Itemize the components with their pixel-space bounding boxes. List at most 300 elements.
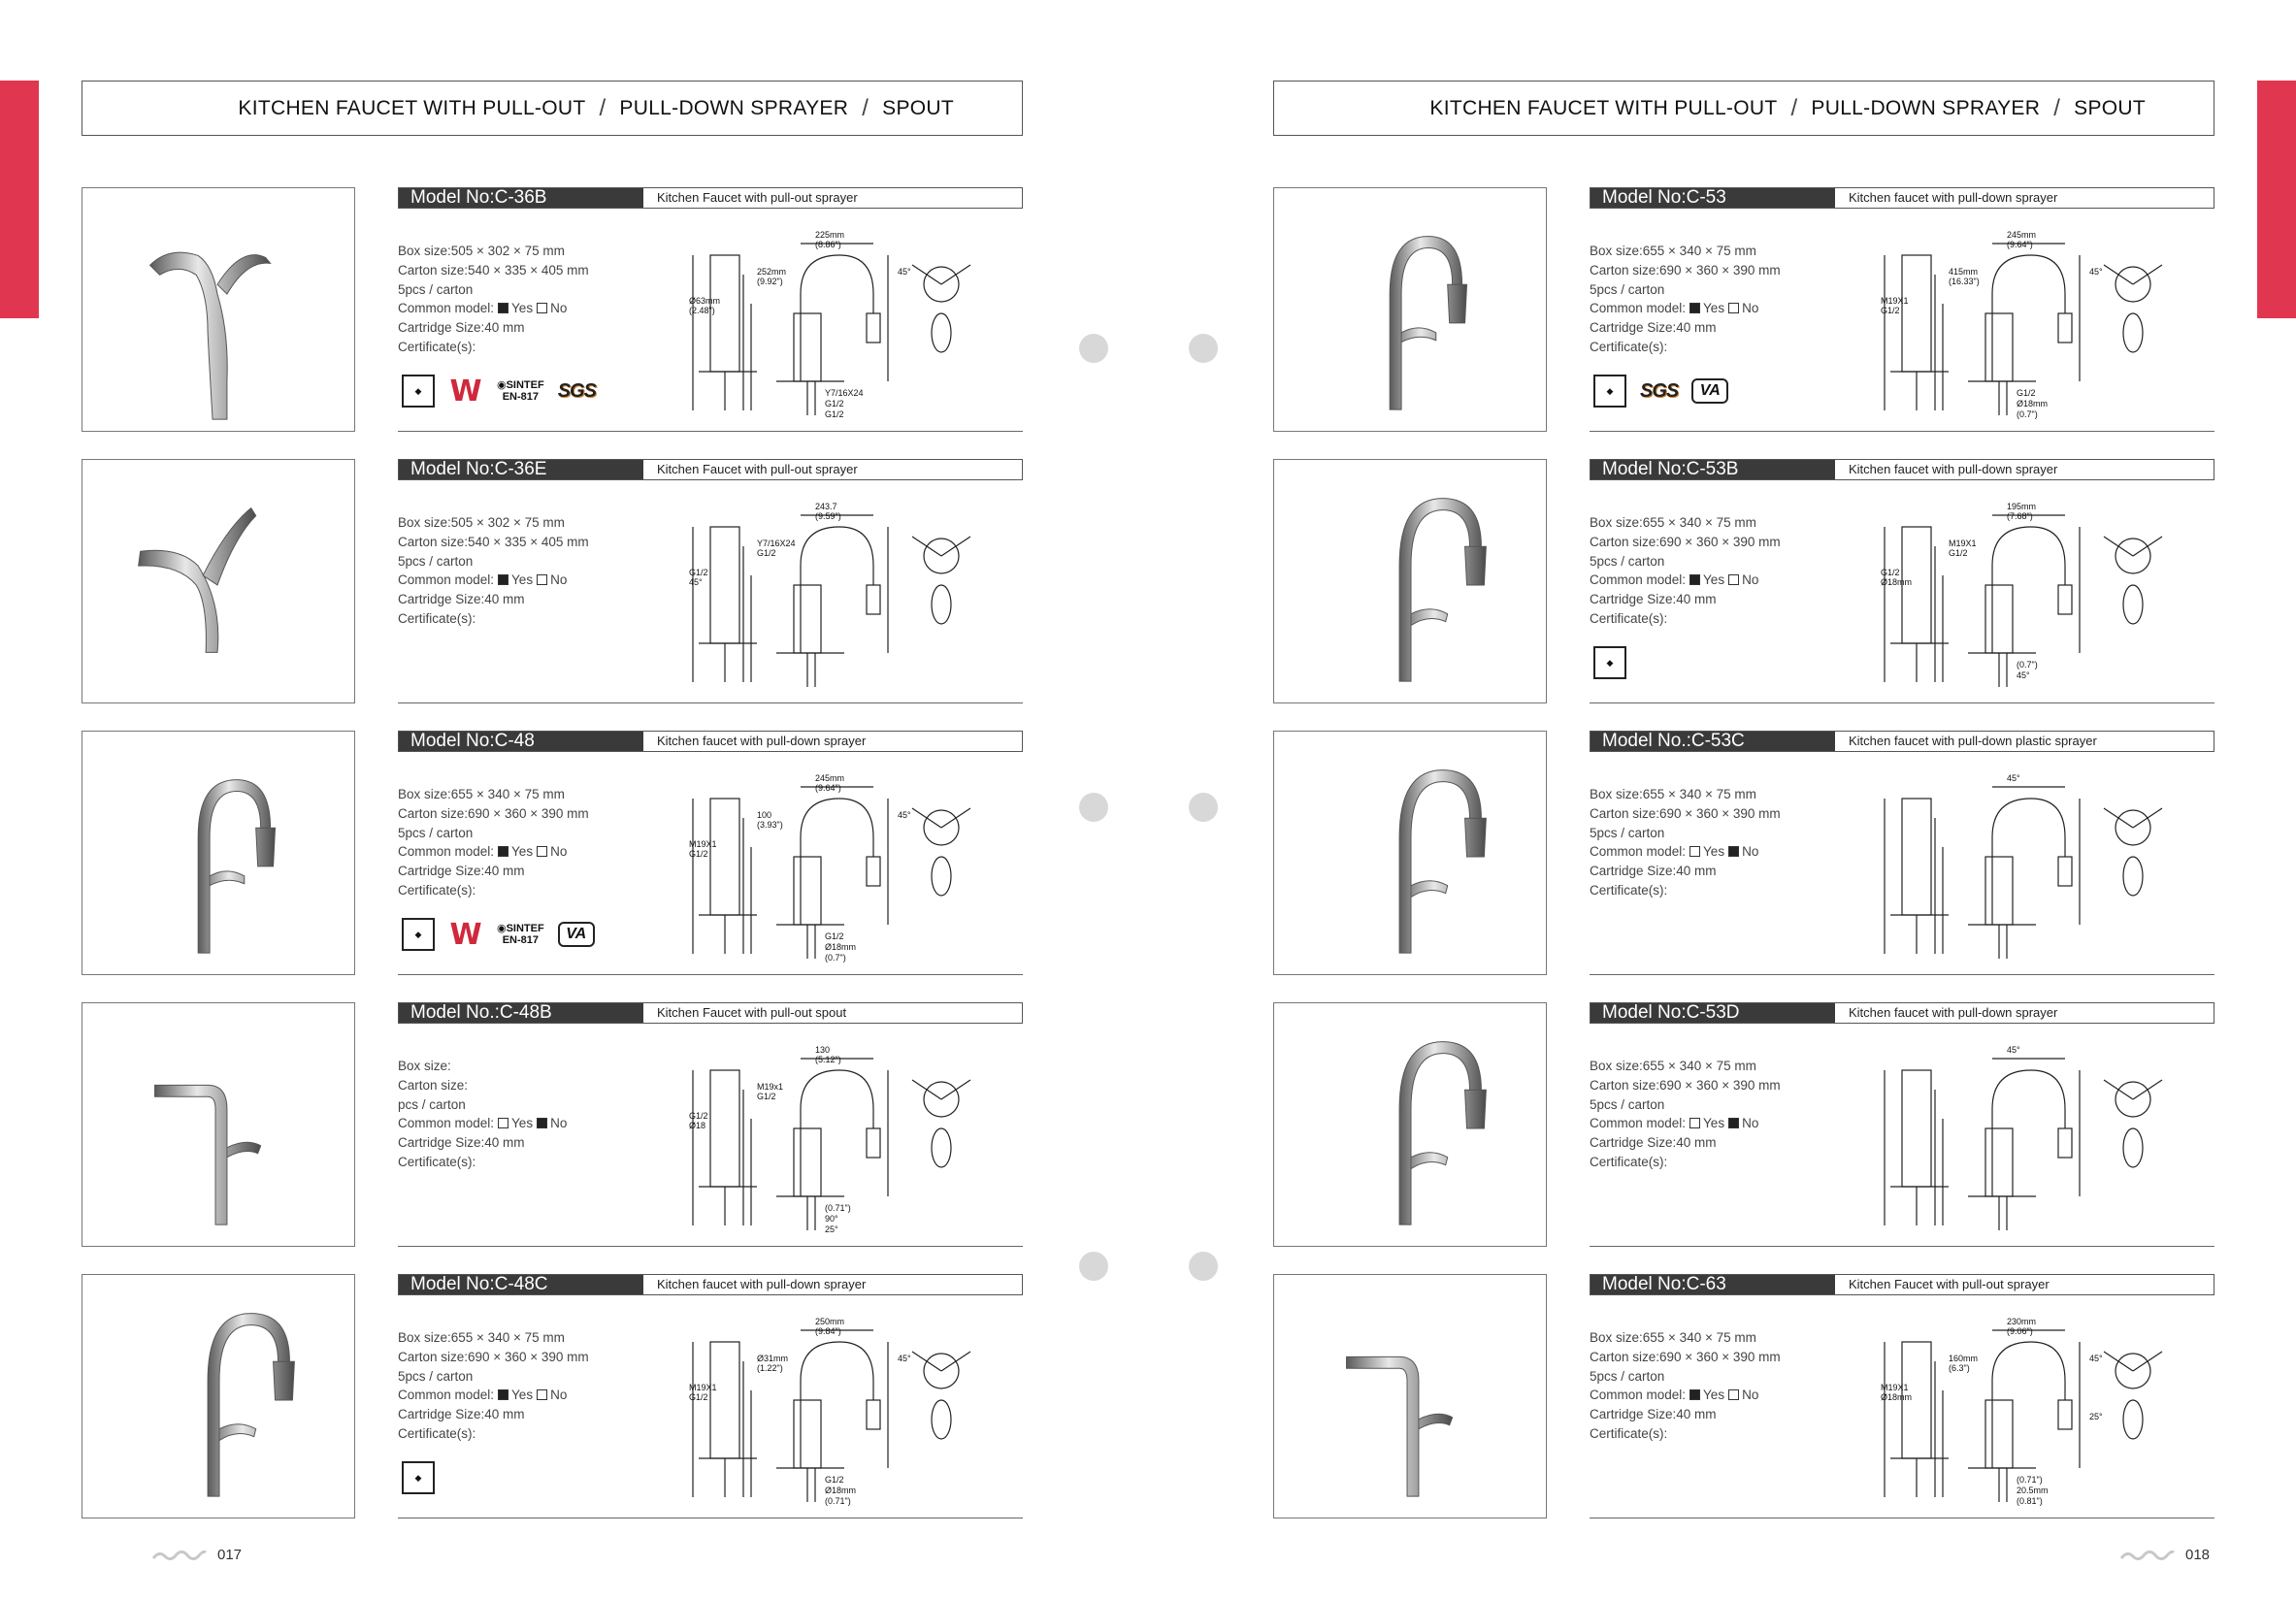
model-title-bar — [1590, 187, 2214, 209]
pcs-per-carton: 5pcs / carton — [1590, 553, 1665, 569]
product-card — [1273, 187, 2214, 432]
technical-drawing — [679, 1031, 1019, 1241]
binding-hole — [1189, 1252, 1218, 1281]
dimension-label: 245mm — [2007, 230, 2037, 240]
sintef-cert-icon: ◉SINTEF EN-817 — [497, 923, 544, 946]
certificate-label: Certificate(s): — [398, 882, 476, 898]
spec-list — [1590, 1328, 1881, 1444]
product-info — [1590, 459, 2214, 703]
spec-list — [398, 785, 689, 900]
yes-label: Yes — [511, 844, 534, 860]
model-number: Model No:C-36E — [399, 460, 643, 479]
pcs-per-carton: pcs / carton — [398, 1096, 466, 1112]
product-card — [1273, 1274, 2214, 1518]
certificate-label: Certificate(s): — [1590, 610, 1668, 626]
certificate-label: Certificate(s): — [398, 1154, 476, 1169]
dimension-label: (9.84") — [815, 1326, 841, 1336]
carton-size: Carton size:690 × 360 × 390 mm — [1590, 805, 1781, 821]
product-card — [82, 459, 1023, 703]
brand-logo-icon — [2119, 1549, 2176, 1562]
product-photo — [1273, 1002, 1547, 1247]
box-size: Box size:655 × 340 × 75 mm — [398, 1330, 565, 1345]
common-model-row — [1590, 842, 1881, 862]
dimension-label: Ø63mm — [689, 296, 721, 306]
product-card — [82, 1274, 1023, 1518]
carton-size: Carton size:540 × 335 × 405 mm — [398, 534, 589, 549]
dimension-label: (7.68") — [2007, 511, 2033, 521]
dimension-label: M19X1 — [1881, 1383, 1909, 1392]
common-model-label: Common model: — [398, 844, 495, 860]
product-info — [1590, 187, 2214, 432]
spec-list — [398, 1057, 689, 1172]
dimension-label: (0.81") — [2017, 1496, 2043, 1506]
dimension-label: Ø18mm — [825, 1486, 857, 1495]
cartridge-size: Cartridge Size:40 mm — [398, 1407, 525, 1422]
yes-checkbox — [1689, 1118, 1700, 1128]
carton-size: Carton size: — [398, 1077, 469, 1093]
technical-drawing — [1871, 488, 2211, 698]
dimension-label: 225mm — [815, 230, 845, 240]
dimension-label: (0.71") — [825, 1496, 851, 1506]
page-number: 018 — [2185, 1547, 2211, 1563]
dimension-label: Ø31mm — [757, 1354, 789, 1363]
no-checkbox — [1728, 303, 1739, 313]
no-label: No — [1742, 301, 1759, 316]
product-card — [1273, 1002, 2214, 1247]
yes-label: Yes — [511, 1388, 534, 1403]
dimension-label: 230mm — [2007, 1317, 2037, 1326]
dimension-label: Ø18mm — [1881, 1392, 1913, 1402]
model-title-bar — [1590, 459, 2214, 480]
model-title-bar — [398, 731, 1023, 752]
dimension-label: (9.06") — [2007, 1326, 2033, 1336]
no-label: No — [1742, 844, 1759, 860]
pcs-per-carton: 5pcs / carton — [1590, 825, 1665, 840]
yes-checkbox — [498, 846, 508, 857]
dimension-label: Ø18mm — [825, 942, 857, 952]
dimension-label: 25° — [2089, 1412, 2103, 1421]
common-model-label: Common model: — [1590, 1388, 1687, 1403]
model-title-bar — [398, 1274, 1023, 1295]
technical-drawing — [1871, 1031, 2211, 1241]
header-part-3: SPOUT — [882, 96, 954, 119]
dimension-label: (5.12") — [815, 1055, 841, 1064]
yes-label: Yes — [511, 301, 534, 316]
dimension-label: G1/2 — [757, 1092, 776, 1101]
dimension-label: G1/2 — [689, 849, 708, 859]
common-model-label: Common model: — [1590, 1116, 1687, 1131]
common-model-row — [1590, 1386, 1881, 1405]
yes-label: Yes — [511, 1116, 534, 1131]
dimension-label: (0.7") — [2017, 409, 2038, 419]
dimension-label: 20.5mm — [2017, 1486, 2049, 1495]
faucet-icon — [82, 732, 354, 974]
product-photo — [82, 459, 355, 703]
no-label: No — [550, 301, 568, 316]
box-size: Box size:655 × 340 × 75 mm — [1590, 787, 1756, 801]
dimension-drawing — [1871, 1031, 2211, 1241]
dimension-label: Y7/16X24 — [757, 539, 796, 548]
dimension-label: G1/2 — [825, 399, 844, 408]
header-separator: / — [2053, 94, 2061, 121]
box-size: Box size:655 × 340 × 75 mm — [1590, 244, 1756, 258]
dimension-label: (6.3") — [1949, 1363, 1970, 1373]
model-number: Model No:C-53 — [1591, 188, 1835, 208]
no-label: No — [1742, 572, 1759, 588]
yes-checkbox — [1689, 303, 1700, 313]
sintef-cert-icon: ◉SINTEF EN-817 — [497, 379, 544, 403]
no-label: No — [550, 1388, 568, 1403]
model-title-bar — [1590, 1274, 2214, 1295]
product-photo — [1273, 731, 1547, 975]
pcs-per-carton: 5pcs / carton — [398, 825, 474, 840]
spec-list — [1590, 1057, 1881, 1172]
box-size: Box size:655 × 340 × 75 mm — [398, 787, 565, 801]
dimension-label: 100 — [757, 810, 772, 820]
header-separator: / — [1790, 94, 1798, 121]
certificate-logos — [1593, 645, 1626, 680]
dimension-label: (0.7") — [2017, 660, 2038, 669]
dimension-label: M19x1 — [757, 1082, 784, 1092]
dimension-label: (8.86") — [815, 240, 841, 249]
model-title-bar — [398, 187, 1023, 209]
dimension-label: 45° — [2017, 670, 2030, 680]
dimension-label: 45° — [2089, 267, 2103, 277]
box-size: Box size:655 × 340 × 75 mm — [1590, 1059, 1756, 1073]
pcs-per-carton: 5pcs / carton — [398, 281, 474, 297]
va-cert-icon: VA — [1691, 378, 1728, 404]
product-photo — [1273, 187, 1547, 432]
dimension-label: (9.92") — [757, 277, 783, 286]
dimension-label: G1/2 — [825, 409, 844, 419]
model-number: Model No:C-48 — [399, 732, 643, 751]
yes-checkbox — [498, 1389, 508, 1400]
no-checkbox — [1728, 1118, 1739, 1128]
pcs-per-carton: 5pcs / carton — [1590, 1096, 1665, 1112]
page-footer — [151, 1547, 242, 1563]
dimension-label: M19X1 — [1881, 296, 1909, 306]
dimension-label: Ø18 — [689, 1121, 706, 1130]
brand-logo-icon — [151, 1549, 208, 1562]
no-label: No — [1742, 1116, 1759, 1131]
dimension-label: G1/2 — [1881, 568, 1900, 577]
carton-size: Carton size:690 × 360 × 390 mm — [1590, 534, 1781, 549]
cartridge-size: Cartridge Size:40 mm — [1590, 864, 1717, 879]
page-footer — [2119, 1547, 2210, 1563]
spec-list — [1590, 513, 1881, 629]
common-model-label: Common model: — [1590, 572, 1687, 588]
dimension-label: 195mm — [2007, 502, 2037, 511]
binding-hole — [1079, 1252, 1108, 1281]
model-number: Model No.:C-53C — [1591, 732, 1835, 751]
dimension-label: (2.48") — [689, 306, 715, 315]
faucet-icon — [82, 1275, 354, 1518]
product-description: Kitchen Faucet with pull-out sprayer — [1849, 1277, 2050, 1291]
header-part-3: SPOUT — [2074, 96, 2146, 119]
section-header — [82, 81, 1023, 136]
dimension-label: (9.59") — [815, 511, 841, 521]
dimension-label: G1/2 — [825, 1475, 844, 1485]
dimension-label: M19X1 — [689, 839, 717, 849]
model-title-bar — [1590, 731, 2214, 752]
product-info — [1590, 1002, 2214, 1247]
yes-label: Yes — [1703, 572, 1725, 588]
technical-drawing — [1871, 216, 2211, 426]
spec-list — [398, 1328, 689, 1444]
certificate-label: Certificate(s): — [398, 1425, 476, 1441]
common-model-row — [398, 1114, 689, 1133]
header-separator: / — [599, 94, 607, 121]
dimension-label: G1/2 — [825, 931, 844, 941]
watermark-cert-icon: ◆ — [1593, 646, 1626, 679]
dimension-label: 250mm — [815, 1317, 845, 1326]
dimension-label: (0.7") — [825, 953, 846, 963]
faucet-icon — [1274, 1003, 1546, 1246]
dimension-label: 45° — [898, 1354, 911, 1363]
left-page — [82, 0, 1023, 1600]
box-size: Box size:505 × 302 × 75 mm — [398, 244, 565, 258]
certificate-label: Certificate(s): — [1590, 882, 1668, 898]
product-description: Kitchen faucet with pull-down sprayer — [657, 1277, 867, 1291]
yes-checkbox — [1689, 574, 1700, 585]
cartridge-size: Cartridge Size:40 mm — [1590, 1135, 1717, 1151]
cartridge-size: Cartridge Size:40 mm — [398, 592, 525, 607]
dimension-label: (16.33") — [1949, 277, 1980, 286]
dimension-label: 45° — [898, 810, 911, 820]
pcs-per-carton: 5pcs / carton — [398, 553, 474, 569]
product-photo — [82, 1274, 355, 1518]
dimension-label: G1/2 — [1881, 306, 1900, 315]
dimension-label: G1/2 — [689, 1111, 708, 1121]
model-title-bar — [1590, 1002, 2214, 1024]
faucet-icon — [82, 460, 354, 702]
product-info — [398, 1002, 1023, 1247]
faucet-icon — [1274, 732, 1546, 974]
product-description: Kitchen faucet with pull-down sprayer — [1849, 1005, 2058, 1020]
common-model-row — [1590, 1114, 1881, 1133]
w-mark-cert-icon: W — [449, 374, 482, 408]
common-model-row — [398, 299, 689, 318]
pcs-per-carton: 5pcs / carton — [398, 1368, 474, 1384]
page-edge-tab-right — [2257, 81, 2296, 318]
dimension-drawing — [1871, 760, 2211, 969]
dimension-drawing — [1871, 1303, 2211, 1513]
technical-drawing — [679, 216, 1019, 426]
dimension-label: G1/2 — [689, 568, 708, 577]
carton-size: Carton size:540 × 335 × 405 mm — [398, 262, 589, 278]
product-info — [1590, 731, 2214, 975]
common-model-row — [1590, 571, 1881, 590]
carton-size: Carton size:690 × 360 × 390 mm — [398, 1349, 589, 1364]
dimension-drawing — [679, 488, 1019, 698]
yes-checkbox — [498, 574, 508, 585]
w-mark-cert-icon: W — [449, 917, 482, 952]
yes-label: Yes — [511, 572, 534, 588]
common-model-label: Common model: — [1590, 844, 1687, 860]
common-model-row — [398, 1386, 689, 1405]
pcs-per-carton: 5pcs / carton — [1590, 281, 1665, 297]
dimension-label: 415mm — [1949, 267, 1979, 277]
faucet-icon — [82, 1003, 354, 1246]
spec-list — [398, 513, 689, 629]
dimension-label: (9.64") — [2007, 240, 2033, 249]
product-card — [82, 1002, 1023, 1247]
product-card — [1273, 731, 2214, 975]
product-info — [398, 459, 1023, 703]
no-checkbox — [537, 574, 547, 585]
no-checkbox — [537, 303, 547, 313]
product-description: Kitchen Faucet with pull-out sprayer — [657, 190, 858, 205]
yes-checkbox — [498, 303, 508, 313]
product-photo — [1273, 459, 1547, 703]
box-size: Box size: — [398, 1059, 451, 1073]
box-size: Box size:505 × 302 × 75 mm — [398, 515, 565, 530]
dimension-drawing — [679, 1031, 1019, 1241]
dimension-label: G1/2 — [2017, 388, 2036, 398]
binding-hole — [1079, 334, 1108, 363]
product-info — [398, 1274, 1023, 1518]
dimension-drawing — [679, 216, 1019, 426]
dimension-label: 130 — [815, 1045, 831, 1055]
common-model-label: Common model: — [398, 1116, 495, 1131]
certificate-logos — [402, 1460, 435, 1495]
no-label: No — [1742, 1388, 1759, 1403]
box-size: Box size:655 × 340 × 75 mm — [1590, 515, 1756, 530]
page-edge-tab-left — [0, 81, 39, 318]
certificate-logos — [1593, 374, 1728, 408]
carton-size: Carton size:690 × 360 × 390 mm — [1590, 262, 1781, 278]
dimension-label: Y7/16X24 — [825, 388, 864, 398]
product-card — [82, 187, 1023, 432]
pcs-per-carton: 5pcs / carton — [1590, 1368, 1665, 1384]
dimension-label: 45° — [2007, 773, 2020, 783]
model-number: Model No:C-36B — [399, 188, 643, 208]
model-number: Model No:C-48C — [399, 1275, 643, 1294]
certificate-label: Certificate(s): — [398, 610, 476, 626]
product-description: Kitchen faucet with pull-down sprayer — [657, 734, 867, 748]
dimension-label: 45° — [2007, 1045, 2020, 1055]
binding-hole — [1189, 334, 1218, 363]
header-part-2: PULL-DOWN SPRAYER — [1811, 96, 2041, 119]
watermark-cert-icon: ◆ — [402, 375, 435, 408]
common-model-row — [398, 842, 689, 862]
carton-size: Carton size:690 × 360 × 390 mm — [1590, 1349, 1781, 1364]
dimension-label: 45° — [689, 577, 703, 587]
certificate-label: Certificate(s): — [1590, 1425, 1668, 1441]
certificate-label: Certificate(s): — [398, 339, 476, 354]
cartridge-size: Cartridge Size:40 mm — [398, 864, 525, 879]
dimension-label: M19X1 — [689, 1383, 717, 1392]
spec-list — [398, 242, 689, 357]
certificate-label: Certificate(s): — [1590, 1154, 1668, 1169]
product-description: Kitchen faucet with pull-down sprayer — [1849, 462, 2058, 476]
dimension-label: (9.64") — [815, 783, 841, 793]
binding-hole — [1189, 793, 1218, 822]
dimension-label: 45° — [2089, 1354, 2103, 1363]
product-card — [1273, 459, 2214, 703]
sgs-cert-icon: SGS — [557, 379, 596, 402]
product-description: Kitchen Faucet with pull-out sprayer — [657, 462, 858, 476]
faucet-icon — [1274, 1275, 1546, 1518]
model-number: Model No.:C-48B — [399, 1003, 643, 1023]
dimension-label: 45° — [898, 267, 911, 277]
product-photo — [82, 187, 355, 432]
watermark-cert-icon: ◆ — [402, 1461, 435, 1494]
header-part-1: KITCHEN FAUCET WITH PULL-OUT — [1429, 96, 1778, 119]
common-model-label: Common model: — [398, 301, 495, 316]
dimension-label: Ø18mm — [2017, 399, 2049, 408]
faucet-icon — [1274, 188, 1546, 431]
dimension-label: (0.71") — [825, 1203, 851, 1213]
technical-drawing — [1871, 1303, 2211, 1513]
cartridge-size: Cartridge Size:40 mm — [398, 1135, 525, 1151]
product-info — [398, 731, 1023, 975]
dimension-label: (1.22") — [757, 1363, 783, 1373]
cartridge-size: Cartridge Size:40 mm — [398, 320, 525, 336]
model-number: Model No:C-53B — [1591, 460, 1835, 479]
dimension-label: 243.7 — [815, 502, 837, 511]
product-photo — [1273, 1274, 1547, 1518]
dimension-label: 252mm — [757, 267, 787, 277]
technical-drawing — [679, 1303, 1019, 1513]
product-description: Kitchen faucet with pull-down plastic sprayer — [1849, 734, 2097, 748]
product-photo — [82, 731, 355, 975]
no-label: No — [550, 844, 568, 860]
dimension-label: 245mm — [815, 773, 845, 783]
yes-label: Yes — [1703, 1388, 1725, 1403]
header-part-1: KITCHEN FAUCET WITH PULL-OUT — [238, 96, 586, 119]
cartridge-size: Cartridge Size:40 mm — [1590, 1407, 1717, 1422]
common-model-label: Common model: — [398, 1388, 495, 1403]
dimension-label: G1/2 — [689, 1392, 708, 1402]
yes-checkbox — [1689, 1389, 1700, 1400]
carton-size: Carton size:690 × 360 × 390 mm — [398, 805, 589, 821]
spec-list — [1590, 785, 1881, 900]
faucet-icon — [82, 188, 354, 431]
dimension-label: (0.71") — [2017, 1475, 2043, 1485]
model-number: Model No:C-53D — [1591, 1003, 1835, 1023]
header-separator: / — [862, 94, 869, 121]
yes-checkbox — [498, 1118, 508, 1128]
certificate-label: Certificate(s): — [1590, 339, 1668, 354]
dimension-label: Ø18mm — [1881, 577, 1913, 587]
yes-label: Yes — [1703, 844, 1725, 860]
faucet-icon — [1274, 460, 1546, 702]
yes-label: Yes — [1703, 301, 1725, 316]
carton-size: Carton size:690 × 360 × 390 mm — [1590, 1077, 1781, 1093]
dimension-label: G1/2 — [1949, 548, 1968, 558]
spec-list — [1590, 242, 1881, 357]
no-checkbox — [537, 1118, 547, 1128]
yes-checkbox — [1689, 846, 1700, 857]
box-size: Box size:655 × 340 × 75 mm — [1590, 1330, 1756, 1345]
no-checkbox — [1728, 1389, 1739, 1400]
dimension-label: G1/2 — [757, 548, 776, 558]
model-number: Model No:C-63 — [1591, 1275, 1835, 1294]
product-card — [82, 731, 1023, 975]
product-info — [1590, 1274, 2214, 1518]
model-title-bar — [398, 459, 1023, 480]
technical-drawing — [1871, 760, 2211, 969]
dimension-label: M19X1 — [1949, 539, 1977, 548]
no-label: No — [550, 572, 568, 588]
product-description: Kitchen faucet with pull-down sprayer — [1849, 190, 2058, 205]
dimension-label: 90° — [825, 1214, 838, 1224]
product-info — [398, 187, 1023, 432]
dimension-drawing — [679, 760, 1019, 969]
binding-hole — [1079, 793, 1108, 822]
dimension-drawing — [1871, 216, 2211, 426]
